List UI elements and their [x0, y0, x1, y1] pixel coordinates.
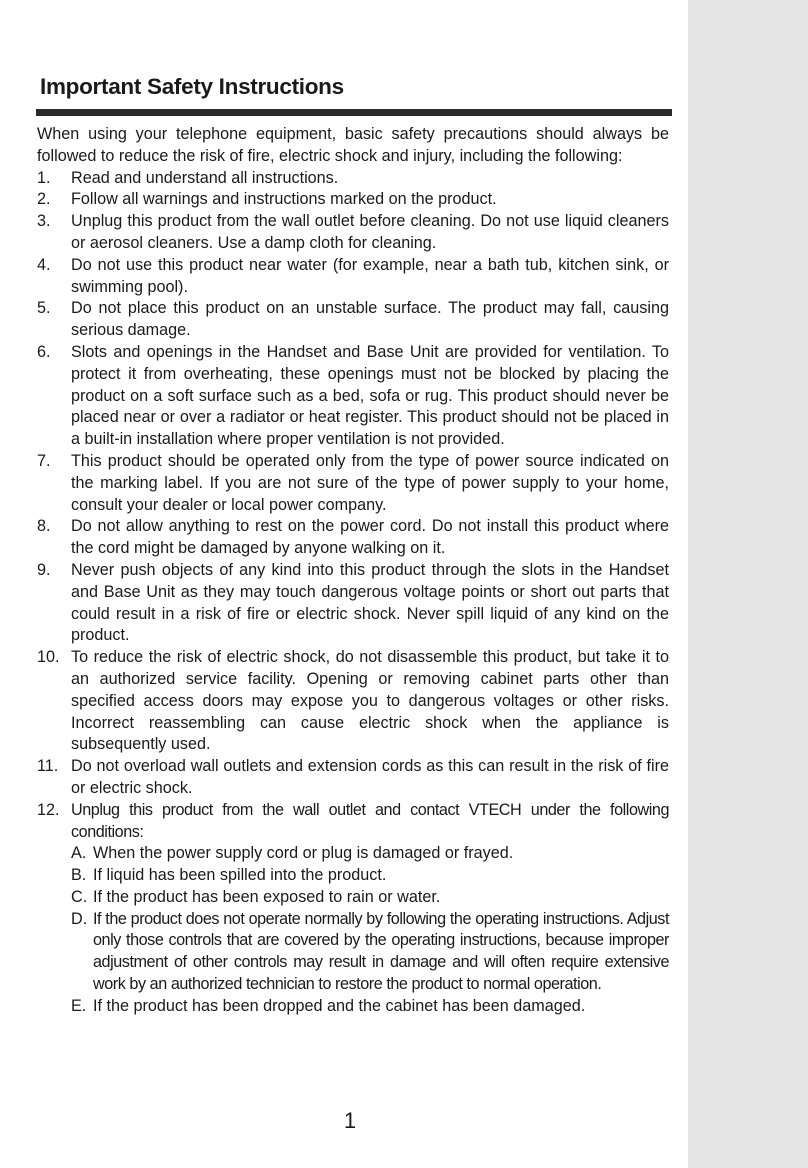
item-text: Do not overload wall outlets and extension cords as this can result in the risk of fire or electric shock. — [71, 757, 669, 797]
item-text: Read and understand all instructions. — [71, 168, 339, 187]
item-text: To reduce the risk of electric shock, do not disassemble this product, but take it to an authorized service facility. Opening or removing cabinet parts other than specified access doors may expose you to dangerous voltages or other risks. Incorrect reassembling can cause electric shock when the appliance is subsequently used. — [71, 648, 669, 754]
item-text: Unplug this product from the wall outlet and contact VTECH under the following conditions: — [71, 800, 669, 841]
item-number: 7. — [37, 451, 51, 470]
item-number: 1. — [37, 168, 51, 187]
list-item — [37, 451, 669, 516]
condition-letter: A. — [71, 844, 87, 863]
conditions-list — [71, 843, 669, 1017]
condition-text: If the product has been exposed to rain or water. — [93, 887, 441, 906]
item-text: This product should be operated only from the type of power source indicated on the marking label. If you are not sure of the type of power supply to your home, consult your dealer or local power company. — [71, 451, 669, 514]
page-number: 1 — [343, 1108, 357, 1133]
condition-text: If the product does not operate normally by following the operating instructions. Adjust only those controls that are covered by the operating instructions, because improper adjustment of other controls may result in damage and will often require extensive work by an authorized technician to restore the product to normal operation. — [93, 909, 669, 994]
item-text: Slots and openings in the Handset and Base Unit are provided for ventilation. To protect it from overheating, these openings must not be blocked by placing the product on a soft surface such as a bed, sofa or rug. This product should never be placed near or over a radiator or heat register. This product should not be placed in a built-in installation where proper ventilation is not provided. — [71, 342, 669, 449]
list-item — [37, 800, 669, 1018]
title-underline — [36, 109, 672, 116]
instructions-body — [37, 124, 669, 1018]
list-item — [37, 560, 669, 647]
condition-item — [71, 909, 669, 996]
safety-list — [37, 168, 669, 1018]
condition-text: If liquid has been spilled into the product. — [93, 866, 387, 885]
list-item — [37, 298, 669, 342]
list-item — [37, 168, 669, 190]
item-text: Do not allow anything to rest on the power cord. Do not install this product where the cord might be damaged by anyone walking on it. — [71, 517, 669, 558]
list-item — [37, 516, 669, 560]
item-number: 6. — [37, 342, 51, 361]
list-item — [37, 756, 669, 800]
list-item — [37, 647, 669, 756]
condition-letter: B. — [71, 866, 87, 885]
item-text: Do not place this product on an unstable surface. The product may fall, causing serious damage. — [71, 299, 669, 340]
condition-text: When the power supply cord or plug is damaged or frayed. — [93, 844, 514, 863]
condition-letter: D. — [71, 909, 88, 928]
condition-text: If the product has been dropped and the cabinet has been damaged. — [93, 996, 586, 1015]
page-title: Important Safety Instructions — [40, 74, 344, 99]
condition-item — [71, 996, 669, 1018]
item-number: 2. — [37, 190, 51, 209]
condition-item — [71, 887, 669, 909]
condition-item — [71, 843, 669, 865]
item-text: Unplug this product from the wall outlet before cleaning. Do not use liquid cleaners or aerosol cleaners. Use a damp cloth for cleaning. — [71, 212, 669, 252]
item-number: 9. — [37, 560, 51, 579]
condition-letter: C. — [71, 887, 88, 906]
item-text: Do not use this product near water (for example, near a bath tub, kitchen sink, or swimming pool). — [71, 255, 669, 296]
item-number: 10. — [37, 648, 60, 667]
item-text: Never push objects of any kind into this product through the slots in the Handset and Base Unit as they may touch dangerous voltage points or short out parts that could result in a risk of fire or electric shock. Never spill liquid of any kind on the product. — [71, 560, 669, 645]
intro-paragraph: When using your telephone equipment, basic safety precautions should always be followed to reduce the risk of fire, electric shock and injury, including the following: — [37, 125, 669, 165]
item-text: Follow all warnings and instructions marked on the product. — [71, 190, 497, 209]
side-margin-band — [688, 0, 808, 1168]
condition-item — [71, 865, 669, 887]
item-number: 4. — [37, 255, 51, 274]
item-number: 8. — [37, 517, 51, 536]
list-item — [37, 211, 669, 255]
list-item — [37, 255, 669, 299]
condition-letter: E. — [71, 996, 87, 1015]
list-item — [37, 189, 669, 211]
item-number: 12. — [37, 800, 60, 819]
list-item — [37, 342, 669, 451]
item-number: 5. — [37, 299, 51, 318]
item-number: 3. — [37, 212, 51, 231]
item-number: 11. — [37, 757, 59, 776]
